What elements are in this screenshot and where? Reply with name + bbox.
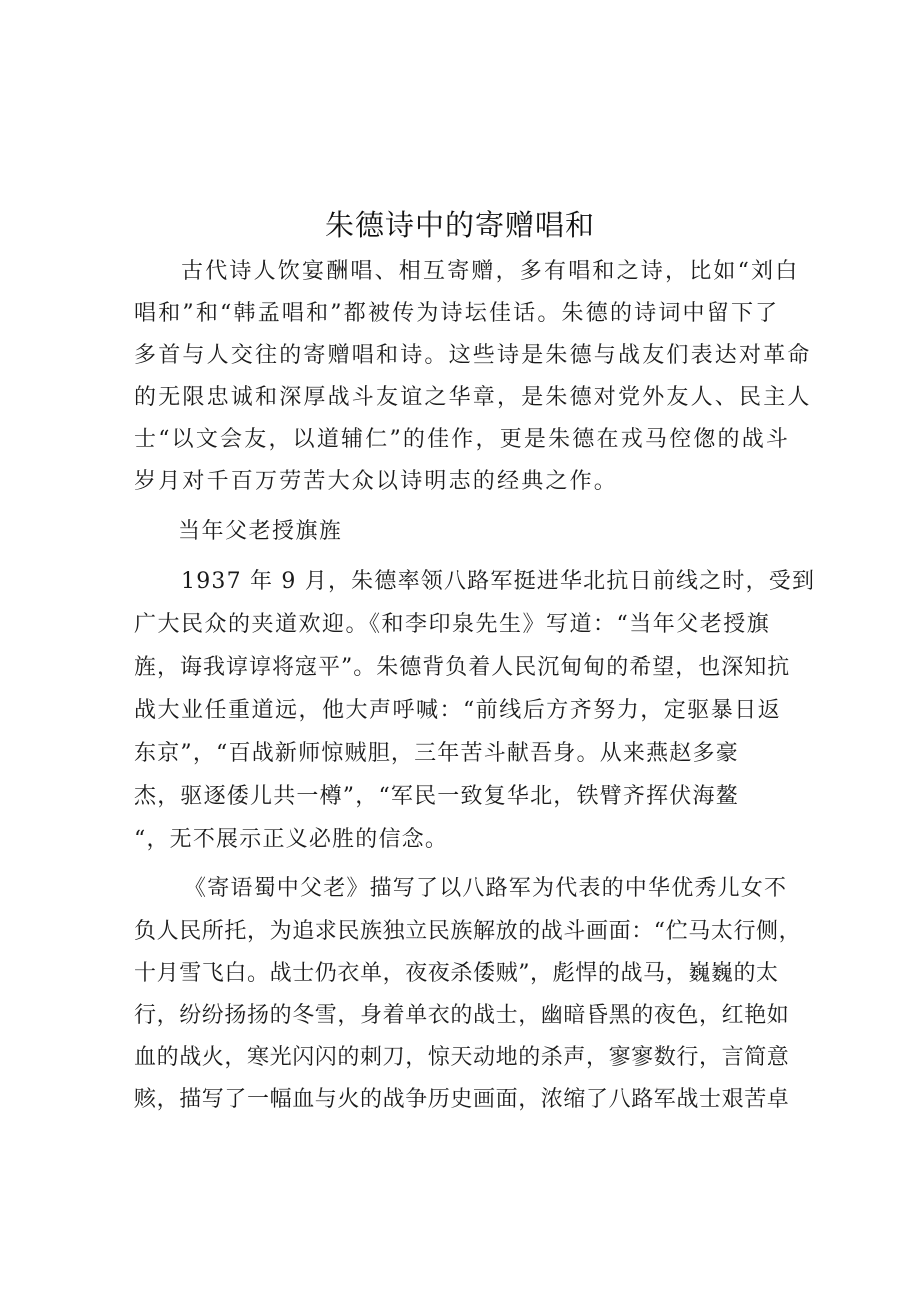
paragraph-3-line-4: 行，纷纷扬扬的冬雪，身着单衣的战士，幽暗昏黑的夜色，红艳如 (134, 1003, 790, 1028)
paragraph-2-line-7: “，无不展示正义必胜的信念。 (134, 827, 449, 852)
paragraph-2-line-4: 战大业任重道远，他大声呼喊：“前线后方齐努力，定驱暴日返 (134, 698, 782, 723)
paragraph-3-line-1: 《寄语蜀中父老》描写了以八路军为代表的中华优秀儿女不 (184, 876, 788, 901)
paragraph-2-line-3: 旌，诲我谆谆将寇平”。朱德背负着人民沉甸甸的希望，也深知抗 (134, 655, 791, 680)
section-heading: 当年父老授旗旌 (178, 519, 343, 544)
paragraph-3-line-5: 血的战火，寒光闪闪的刺刀，惊天动地的杀声，寥寥数行，言简意 (134, 1045, 790, 1070)
paragraph-3-line-6: 赅，描写了一幅血与火的战争历史画面，浓缩了八路军战士艰苦卓 (134, 1087, 790, 1112)
paragraph-3-line-3: 十月雪飞白。战士仍衣单，夜夜杀倭贼”，彪悍的战马，巍巍的太 (134, 961, 779, 986)
paragraph-1-line-6: 岁月对千百万劳苦大众以诗明志的经典之作。 (134, 469, 619, 494)
paragraph-1-line-1: 古代诗人饮宴酬唱、相互寄赠，多有唱和之诗，比如“刘白 (181, 259, 800, 284)
paragraph-2-line-2: 广大民众的夹道欢迎。《和李印泉先生》写道：“当年父老授旗 (134, 612, 771, 637)
paragraph-1-line-3: 多首与人交往的寄赠唱和诗。这些诗是朱德与战友们表达对革命 (134, 343, 812, 368)
paragraph-3-line-2: 负人民所托，为追求民族独立民族解放的战斗画面：“伫马太行侧， (134, 919, 802, 944)
paragraph-1-line-2: 唱和”和“韩孟唱和”都被传为诗坛佳话。朱德的诗词中留下了 (134, 301, 780, 326)
paragraph-1-line-4: 的无限忠诚和深厚战斗友谊之华章，是朱德对党外友人、民主人 (134, 385, 812, 410)
paragraph-1-line-5: 士“以文会友，以道辅仁”的佳作，更是朱德在戎马倥偬的战斗 (134, 427, 791, 452)
paragraph-2-line-6: 杰，驱逐倭儿共一樽”，“军民一致复华北，铁臂齐挥伏海鳌 (134, 784, 739, 809)
paragraph-2-line-5: 东京”，“百战新师惊贼胆，三年苦斗献吾身。从来燕赵多豪 (134, 741, 739, 766)
paragraph-2-line-1: 1937 年 9 月，朱德率领八路军挺进华北抗日前线之时，受到 (181, 569, 816, 594)
article-title: 朱德诗中的寄赠唱和 (324, 208, 595, 242)
